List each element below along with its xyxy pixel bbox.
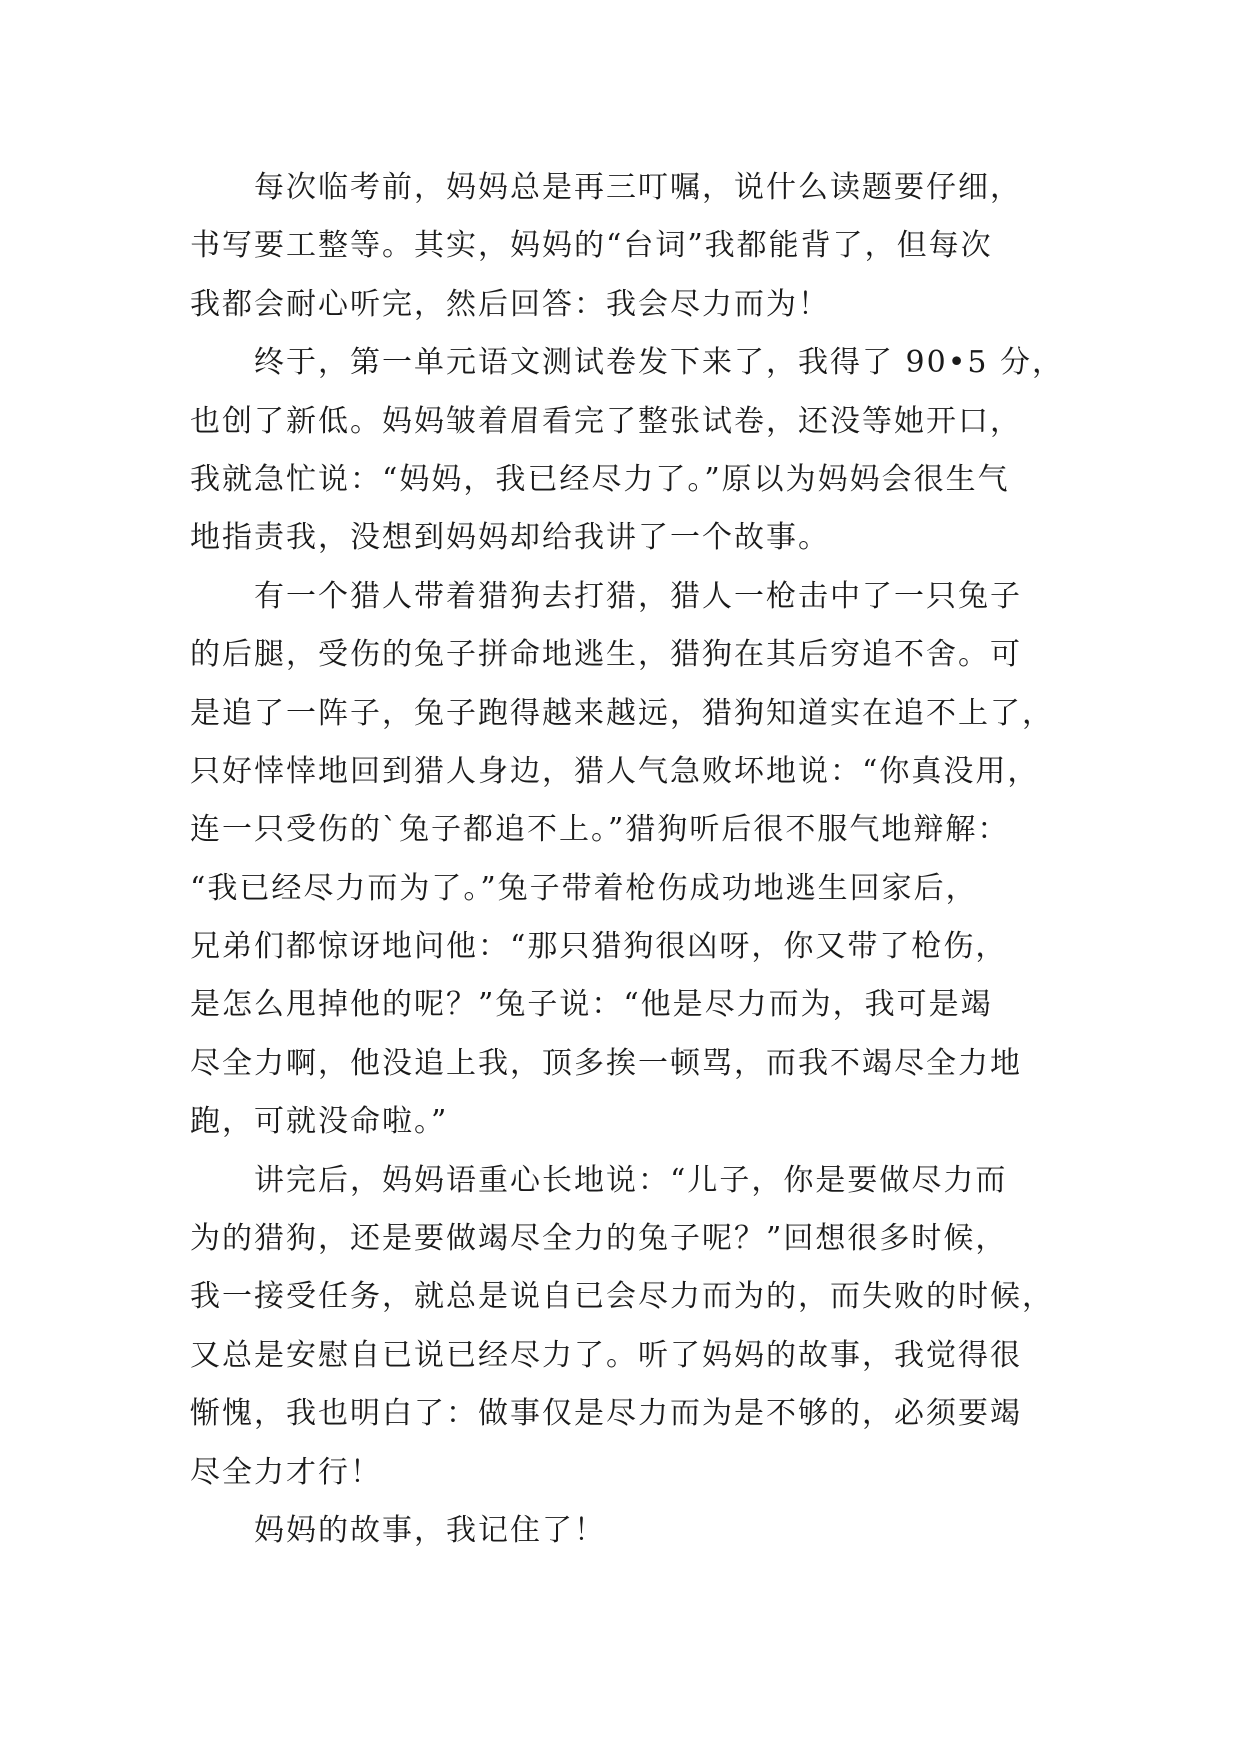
text-line: 终于，第一单元语文测试卷发下来了，我得了 90•5 分， bbox=[254, 345, 1065, 381]
text-line: 我一接受任务，就总是说自已会尽力而为的，而失败的时候， bbox=[190, 1279, 1054, 1315]
text-line: 尽全力才行！ bbox=[190, 1454, 382, 1490]
text-line: 地指责我，没想到妈妈却给我讲了一个故事。 bbox=[190, 520, 830, 556]
text-line: 尽全力啊，他没追上我，顶多挨一顿骂，而我不竭尽全力地 bbox=[190, 1045, 1022, 1081]
text-line: 为的猎狗，还是要做竭尽全力的兔子呢？”回想很多时候， bbox=[190, 1221, 1008, 1257]
text-line: 跑，可就没命啦。” bbox=[190, 1104, 449, 1140]
text-line: 是怎么甩掉他的呢？”兔子说：“他是尽力而为，我可是竭 bbox=[190, 987, 993, 1023]
text-line: 又总是安慰自已说已经尽力了。听了妈妈的故事，我觉得很 bbox=[190, 1337, 1022, 1373]
text-line: 每次临考前，妈妈总是再三叮嘱，说什么读题要仔细， bbox=[254, 170, 1022, 205]
text-line: 的后腿，受伤的兔子拼命地逃生，猎狗在其后穷追不舍。可 bbox=[190, 637, 1022, 673]
text-line: “我已经尽力而为了。”兔子带着枪伤成功地逃生回家后， bbox=[190, 870, 978, 906]
text-line: 只好悻悻地回到猎人身边，猎人气急败坏地说：“你真没用， bbox=[190, 753, 1040, 789]
essay-body bbox=[190, 159, 1070, 1560]
text-line: 惭愧，我也明白了：做事仅是尽力而为是不够的，必须要竭 bbox=[190, 1396, 1022, 1432]
text-line: 书写要工整等。其实，妈妈的“台词”我都能背了，但每次 bbox=[190, 228, 993, 264]
text-line: 也创了新低。妈妈皱着眉看完了整张试卷，还没等她开口， bbox=[190, 403, 1022, 439]
text-line: 兄弟们都惊讶地问他：“那只猎狗很凶呀，你又带了枪伤， bbox=[190, 929, 1008, 965]
text-line: 连一只受伤的`兔子都追不上。”猎狗听后很不服气地辩解： bbox=[190, 812, 1010, 848]
text-line: 我都会耐心听完，然后回答：我会尽力而为！ bbox=[190, 286, 830, 322]
text-line: 妈妈的故事，我记住了！ bbox=[254, 1512, 606, 1548]
text-line: 有一个猎人带着猎狗去打猎，猎人一枪击中了一只兔子 bbox=[254, 578, 1022, 614]
text-line: 讲完后，妈妈语重心长地说：“儿子，你是要做尽力而 bbox=[254, 1162, 1008, 1198]
text-line: 我就急忙说：“妈妈，我已经尽力了。”原以为妈妈会很生气 bbox=[190, 461, 1010, 497]
text-line: 是追了一阵子，兔子跑得越来越远，猎狗知道实在追不上了， bbox=[190, 695, 1054, 731]
